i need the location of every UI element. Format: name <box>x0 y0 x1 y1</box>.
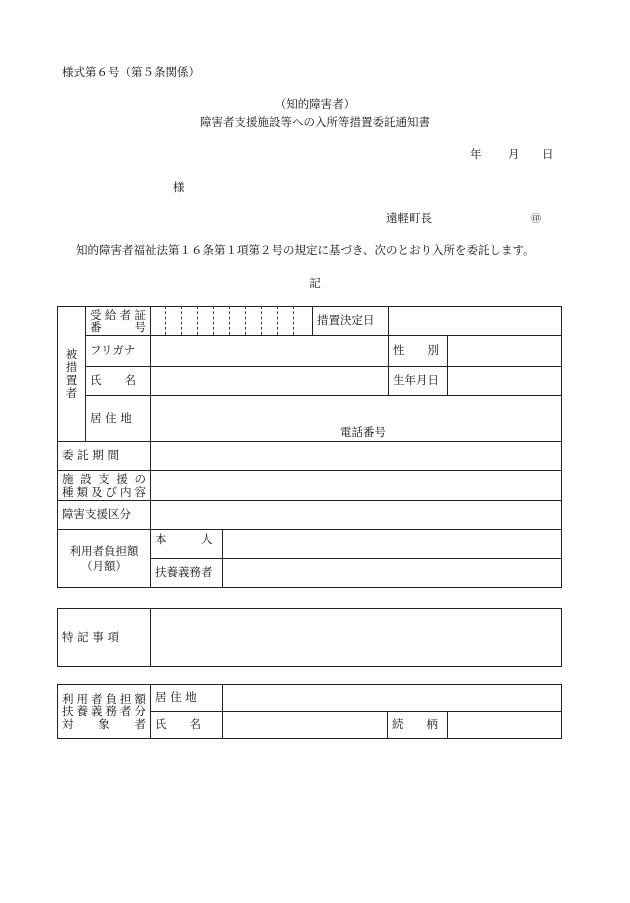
decision-date-field[interactable] <box>389 307 562 336</box>
address-field[interactable] <box>151 396 562 442</box>
support-class-label: 障害支援区分 <box>58 501 151 530</box>
recipient-cert-label: 受給者証 番 号 <box>86 307 151 336</box>
issuer: 遠軽町長 <box>386 211 432 225</box>
name-label: 氏 名 <box>86 367 151 396</box>
supporter-label: 扶養義務者 <box>151 559 223 588</box>
birthdate-label: 生年月日 <box>389 367 448 396</box>
supporter-address-field[interactable] <box>223 685 562 712</box>
seal-mark: ㊞ <box>531 214 541 225</box>
decision-date-label: 措置決定日 <box>313 307 389 336</box>
support-type-label: 施設支援の 種類及び内容 <box>58 471 151 501</box>
main-form-table <box>57 306 562 588</box>
supporter-name-field[interactable] <box>223 712 388 739</box>
relation-label: 続 柄 <box>388 712 448 739</box>
support-class-field[interactable] <box>151 501 562 530</box>
address-label: 居 住 地 <box>86 396 151 442</box>
form-number: 様式第６号（第５条関係） <box>62 65 200 79</box>
body-text: 知的障害者福祉法第１６条第１項第２号の規定に基づき、次のとおり入所を委託します。 <box>76 243 535 257</box>
self-label: 本 人 <box>151 530 223 559</box>
support-type-field[interactable] <box>151 471 562 501</box>
furigana-label: フリガナ <box>86 336 151 367</box>
relation-field[interactable] <box>448 712 562 739</box>
self-burden-field[interactable] <box>223 530 562 559</box>
birthdate-field[interactable] <box>448 367 562 396</box>
date-day: 日 <box>542 147 554 161</box>
date-month: 月 <box>508 147 520 161</box>
supporter-burden-field[interactable] <box>223 559 562 588</box>
furigana-field[interactable] <box>151 336 389 367</box>
supporter-name-label: 氏 名 <box>151 712 223 739</box>
supporter-target-table <box>57 684 562 739</box>
entrust-period-field[interactable] <box>151 442 562 471</box>
gender-field[interactable] <box>448 336 562 367</box>
ki-label: 記 <box>309 276 321 290</box>
burden-label: 利用者負担額 （月額） <box>58 530 151 588</box>
recipient-cert-digit-boxes <box>150 306 312 335</box>
gender-label: 性 別 <box>389 336 448 367</box>
addressee-suffix: 様 <box>173 180 185 194</box>
special-notes-label: 特 記 事 項 <box>58 609 151 667</box>
supporter-address-label: 居 住 地 <box>151 685 223 712</box>
supporter-target-label: 利用者負担額 扶養義務者分 対 象 者 <box>58 685 151 739</box>
category-label: （知的障害者） <box>274 97 356 111</box>
name-field[interactable] <box>151 367 389 396</box>
special-notes-table <box>57 608 562 667</box>
date-year: 年 <box>470 147 482 161</box>
entrust-period-label: 委 託 期 間 <box>58 442 151 471</box>
special-notes-field[interactable] <box>151 609 562 667</box>
document-title: 障害者支援施設等への入所等措置委託通知書 <box>200 115 430 129</box>
phone-label: 電話番号 <box>340 424 386 439</box>
person-group-label: 被 措 置 者 <box>58 307 86 442</box>
